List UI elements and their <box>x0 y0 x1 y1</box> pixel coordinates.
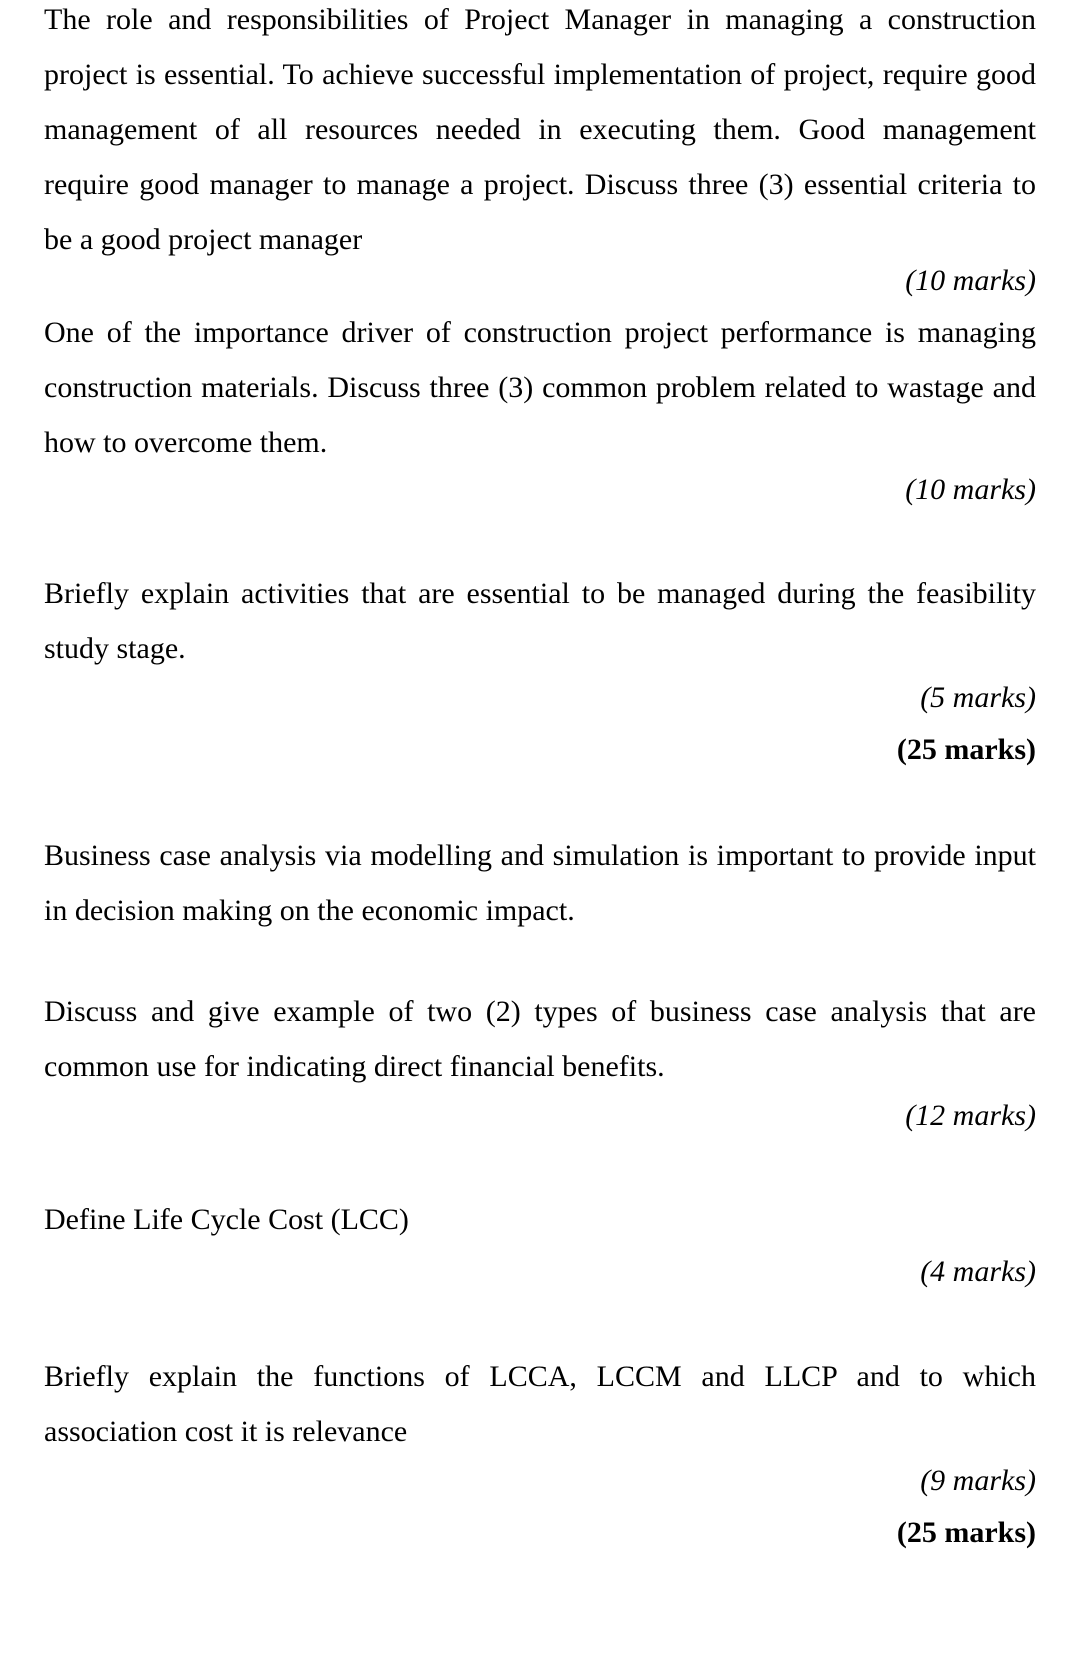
question-paragraph: Briefly explain the functions of LCCA, LCCM and LLCP and to which association cost it is relevance <box>44 1360 1036 1448</box>
question-paragraph: Briefly explain activities that are essential to be managed during the feasibility study stage. <box>44 577 1036 665</box>
marks-label: (5 marks) <box>920 681 1036 714</box>
marks-label: (9 marks) <box>920 1464 1036 1497</box>
question-paragraph: One of the importance driver of construction project performance is managing construction materials. Discuss three (3) common problem related to wastage and how to overcome them. <box>44 316 1036 459</box>
section-total-marks: (25 marks) <box>896 1516 1036 1549</box>
marks-label: (12 marks) <box>905 1099 1036 1132</box>
marks-label: (4 marks) <box>920 1255 1036 1288</box>
marks-label: (10 marks) <box>905 473 1036 506</box>
question-paragraph: Business case analysis via modelling and simulation is important to provide input in decision making on the economic impact. <box>44 839 1036 927</box>
section-total-marks: (25 marks) <box>896 733 1036 766</box>
question-paragraph: Define Life Cycle Cost (LCC) <box>44 1203 409 1236</box>
marks-label: (10 marks) <box>905 264 1036 297</box>
question-paragraph: The role and responsibilities of Project Manager in managing a construction project is essential. To achieve successful implementation of project, require good management of all resources needed in executing them. Good management require good manager to manage a project. Discuss three (3) essential criteria to be a good project manager <box>44 3 1036 256</box>
question-paragraph: Discuss and give example of two (2) types of business case analysis that are common use for indicating direct financial benefits. <box>44 995 1036 1083</box>
